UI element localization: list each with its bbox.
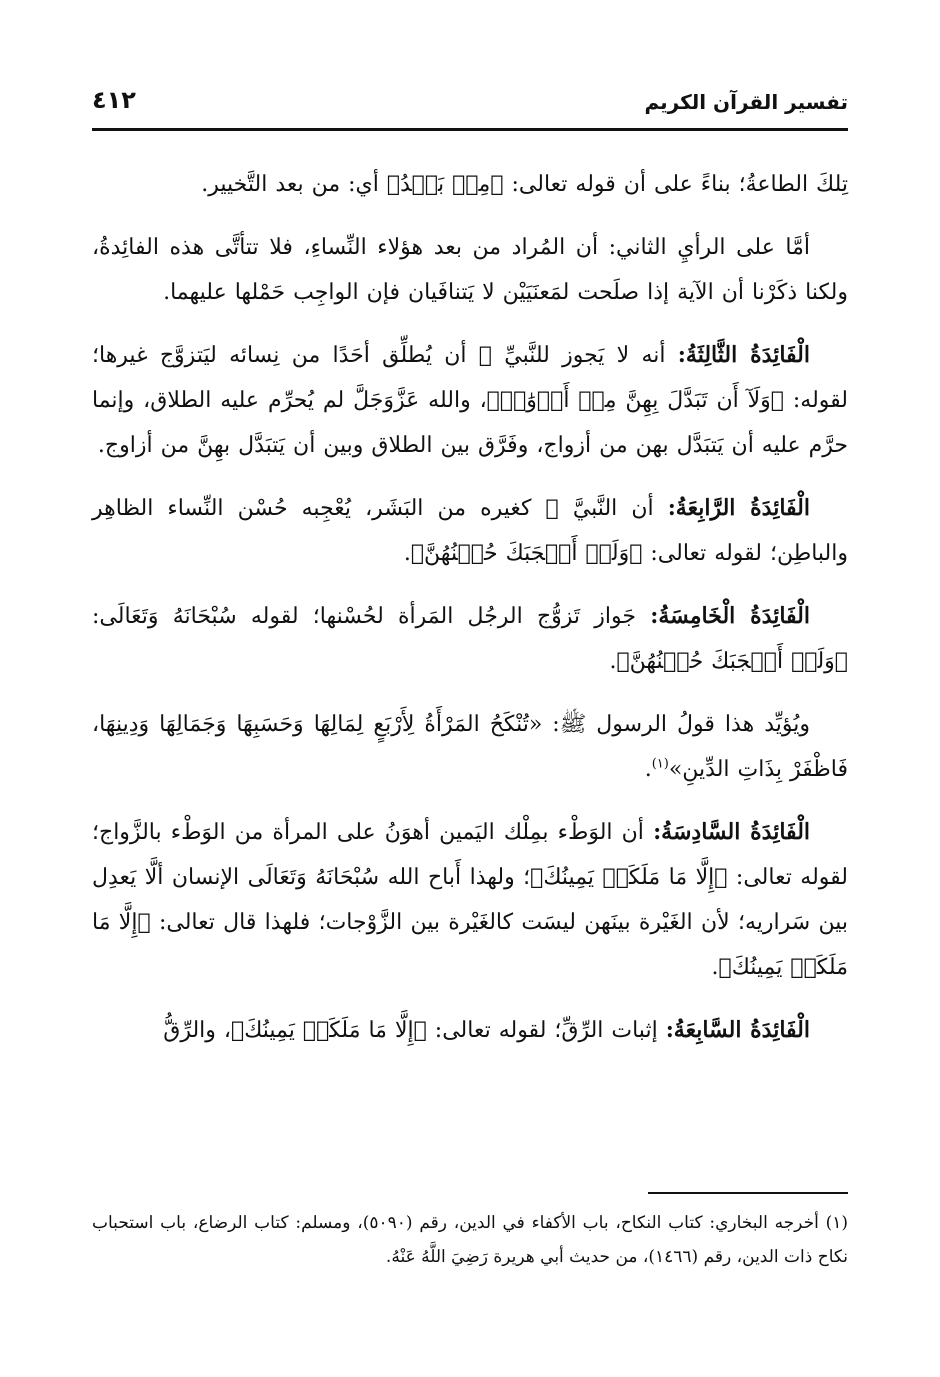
header-divider: [92, 128, 848, 131]
benefit-heading: الْفَائِدَةُ الثَّالِثَةُ:: [677, 342, 810, 368]
benefit-heading: الْفَائِدَةُ السَّادِسَةُ:: [653, 819, 811, 845]
paragraph-text: أن النَّبيَّ ﷺ كغيره من البَشَر، يُعْجِبه حُسْن النِّساء الظاهِر والباطِن؛ لقوله تعالى: ﴿وَلَوۡ أَعۡجَبَكَ حُسۡنُهُنَّ﴾.: [92, 496, 848, 566]
running-header-title: تفسير القرآن الكريم: [644, 90, 848, 114]
page-number: ٤١٢: [92, 86, 136, 114]
benefit-heading: الْفَائِدَةُ السَّابِعَةُ:: [665, 1017, 810, 1043]
paragraph-text: ويُؤيِّد هذا قولُ الرسول ﷺ: «تُنْكَحُ المَرْأَةُ لِأَرْبَعٍ لِمَالِهَا وَحَسَبِهَا وَجَمَالِهَا وَدِينِهَا، فَاظْفَرْ بِذَاتِ الدِّينِ»: [92, 712, 848, 782]
paragraph-text: أن الوَطْء بمِلْك اليَمين أهوَنُ على المرأة من الوَطْء بالزَّواج؛ لقوله تعالى: ﴿إِلَّا مَا مَلَكَتۡ يَمِينُكَ﴾؛ ولهذا أَباح الله سُبْحَانَهُ وَتَعَالَى الإنسان ألَّا يَعدِل بين سَراريه؛ لأن الغَيْرة بينَهن ليسَت كالغَيْرة بين الزَّوْجات؛ فلهذا قال تعالى: ﴿إِلَّا مَا مَلَكَتۡ يَمِينُكَ﴾.: [92, 820, 848, 980]
footnote-divider: [648, 1192, 848, 1194]
paragraph-text: جَواز تَزوُّج الرجُل المَرأة لحُسْنها؛ لقوله سُبْحَانَهُ وَتَعَالَى: ﴿وَلَوۡ أَعۡجَبَكَ حُسۡنُهُنَّ﴾.: [92, 604, 848, 674]
footnote: [92, 1206, 848, 1274]
paragraph-text: إثبات الرِّقِّ؛ لقوله تعالى: ﴿إِلَّا مَا مَلَكَتۡ يَمِينُكَ﴾، والرِّقُّ: [163, 1018, 666, 1043]
main-text: [92, 162, 848, 1071]
paragraph-1: [92, 162, 848, 207]
paragraph-benefit-7: [92, 1008, 848, 1053]
paragraph-benefit-5: [92, 594, 848, 684]
paragraph-text: أنه لا يَجوز للنَّبيِّ ﷺ أن يُطلِّق أحَدًا من نِسائه ليَتزوَّج غيرها؛ لقوله: ﴿وَلَآ أَن تَبَدَّلَ بِهِنَّ مِنۡ أَزۡوَٰجٖ﴾، والله عَزَّوَجَلَّ لم يُحرِّم عليه الطلاق، وإنما حرَّم عليه أن يَتبَدَّل بهن من أزواج، وفَرَّق بين الطلاق وبين أن يَتبَدَّل بهِنَّ من أزاوج.: [92, 343, 848, 458]
paragraph-benefit-4: [92, 486, 848, 576]
paragraph-benefit-3: [92, 333, 848, 468]
footnote-text: (١) أخرجه البخاري: كتاب النكاح، باب الأكفاء في الدين، رقم (٥٠٩٠)، ومسلم: كتاب الرضاع، باب استحباب نكاح ذات الدين، رقم (١٤٦٦)، من حديث أبي هريرة رَضِيَ اللَّهُ عَنْهُ.: [92, 1213, 848, 1267]
paragraph-text: أمَّا على الرأيِ الثاني: أن المُراد من بعد هؤلاء النِّساءِ، فلا تتأتَّى هذه الفائِدةُ، ولكنا ذكَرْنا أن الآية إذا صلَحت لمَعنَيَيْن لا يَتنافَيان فإن الواجِب حَمْلها عليهما.: [92, 235, 848, 305]
paragraph-text: تِلكَ الطاعةُ؛ بناءً على أن قوله تعالى: ﴿مِنۢ بَعۡدُ﴾ أي: من بعد التَّخيير.: [201, 172, 848, 197]
footnote-reference[interactable]: (١): [651, 756, 669, 772]
running-header: [92, 82, 848, 126]
paragraph-benefit-6: [92, 810, 848, 990]
benefit-heading: الْفَائِدَةُ الرَّابِعَةُ:: [667, 495, 810, 521]
paragraph-hadith: [92, 702, 848, 792]
paragraph-tail: .: [644, 757, 652, 782]
benefit-heading: الْفَائِدَةُ الْخَامِسَةُ:: [650, 603, 810, 629]
paragraph-2: [92, 225, 848, 315]
